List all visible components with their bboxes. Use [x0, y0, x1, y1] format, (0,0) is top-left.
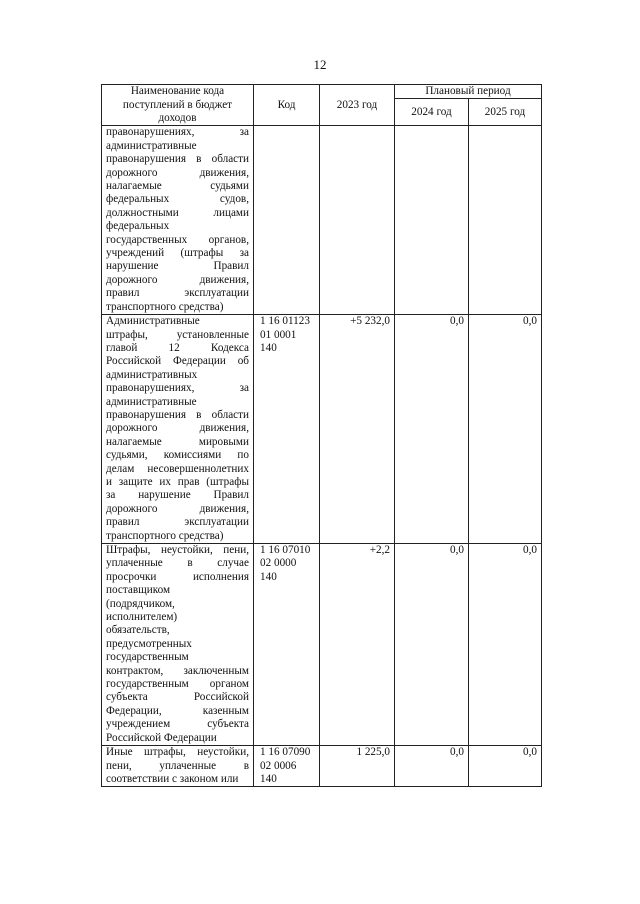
table-body [102, 126, 542, 787]
value-2025-cell [469, 126, 542, 315]
revenue-code-line: 1 16 07010 [260, 544, 311, 556]
revenue-name-line: административные [106, 139, 197, 152]
revenue-name-line: налагаемые судьями [106, 180, 249, 193]
value-2024-cell [395, 126, 469, 315]
revenue-name-line: исполнителем) [106, 611, 178, 624]
revenue-code-line: 1 16 07090 [260, 746, 311, 759]
revenue-name-line: предусмотренных [106, 637, 192, 650]
header-planned-period: Плановый период [395, 85, 542, 99]
revenue-code-cell [254, 544, 320, 746]
revenue-name-line: дорожного движения, [106, 502, 249, 515]
budget-revenue-table [101, 84, 542, 787]
revenue-code-line: 1 16 01123 [260, 315, 310, 328]
value-2023-cell [320, 126, 395, 315]
revenue-name-line: дорожного движения, [106, 166, 249, 179]
value-2023-cell: +5 232,0 [320, 315, 395, 544]
revenue-name-line: за нарушение Правил [106, 489, 249, 502]
header-name-line: Наименование кода [130, 85, 225, 98]
value-2025-cell: 0,0 [469, 544, 542, 746]
table-row [102, 315, 542, 544]
revenue-name-line: правил эксплуатации [106, 287, 249, 300]
revenue-name-line: должностными лицами [106, 206, 249, 219]
revenue-name-cell [102, 315, 254, 544]
revenue-name-line: административных [106, 368, 198, 381]
revenue-code-line: 02 0006 140 [260, 759, 297, 785]
revenue-name-line: учреждением субъекта [106, 718, 249, 731]
value-2023-cell: +2,2 [320, 544, 395, 746]
revenue-name-line: поставщиком [106, 584, 171, 597]
revenue-name-line: правонарушения в области [106, 408, 249, 421]
revenue-name-line: пени, уплаченные в [106, 759, 249, 772]
header-name [102, 85, 254, 126]
header-name-line: поступлений в бюджет [122, 98, 233, 111]
revenue-name-line: государственным [106, 651, 189, 664]
page-number: 12 [313, 57, 327, 72]
revenue-name-line: правонарушениях, за [106, 382, 249, 395]
header-year-2025: 2025 год [469, 99, 542, 126]
revenue-name-line: Административные [106, 315, 200, 328]
revenue-code-line: 02 0000 140 [260, 557, 297, 583]
revenue-name-line: Штрафы, неустойки, пени, [106, 544, 249, 556]
revenue-name-line: просрочки исполнения [106, 570, 249, 583]
header-year-2024: 2024 год [395, 99, 469, 126]
revenue-name-cell [102, 746, 254, 787]
revenue-name-line: уплаченные в случае [106, 557, 249, 570]
revenue-name-line: Российской Федерации об [106, 355, 249, 368]
revenue-code-cell [254, 746, 320, 787]
revenue-name-line: государственным органом [106, 678, 249, 691]
revenue-name-line: главой 12 Кодекса [106, 341, 249, 354]
revenue-name-line: нарушение Правил [106, 260, 249, 273]
revenue-name-line: обязательств, [106, 624, 170, 637]
header-code: Код [254, 85, 320, 126]
revenue-name-cell [102, 126, 254, 315]
revenue-name-line: Российской Федерации [106, 731, 217, 744]
revenue-name-line: правонарушениях, за [106, 126, 249, 139]
revenue-name-line: учреждений (штрафы за [106, 247, 249, 260]
value-2024-cell: 0,0 [395, 746, 469, 787]
revenue-name-line: транспортного средства) [106, 529, 224, 542]
revenue-name-line: административные [106, 395, 197, 408]
header-name-line: доходов [158, 111, 197, 124]
revenue-name-line: (подрядчиком, [106, 597, 175, 610]
revenue-name-line: соответствии с законом или [106, 772, 239, 785]
revenue-name-line: транспортного средства) [106, 300, 224, 313]
revenue-name-line: федеральных [106, 220, 170, 233]
revenue-name-line: правонарушения в области [106, 153, 249, 166]
revenue-name-line: субъекта Российской [106, 691, 249, 704]
revenue-name-line: государственных органов, [106, 233, 249, 246]
value-2023-cell: 1 225,0 [320, 746, 395, 787]
revenue-name-line: делам несовершеннолетних [106, 462, 249, 475]
table-row [102, 746, 542, 787]
revenue-name-line: правил эксплуатации [106, 516, 249, 529]
value-2025-cell: 0,0 [469, 746, 542, 787]
revenue-name-line: контрактом, заключенным [106, 664, 249, 677]
revenue-name-line: судьями, комиссиями по [106, 449, 249, 462]
value-2024-cell: 0,0 [395, 544, 469, 746]
header-year-2023: 2023 год [320, 85, 395, 126]
revenue-code-line: 01 0001 140 [260, 328, 297, 354]
revenue-name-cell [102, 544, 254, 746]
revenue-name-line: и защите их прав (штрафы [106, 475, 249, 488]
revenue-code-cell [254, 315, 320, 544]
value-2025-cell: 0,0 [469, 315, 542, 544]
table-row [102, 126, 542, 315]
revenue-name-line: федеральных судов, [106, 193, 249, 206]
revenue-name-line: налагаемые мировыми [106, 435, 249, 448]
revenue-code-cell [254, 126, 320, 315]
table-row [102, 544, 542, 746]
revenue-name-line: Иные штрафы, неустойки, [106, 746, 249, 759]
revenue-name-line: Федерации, казенным [106, 704, 249, 717]
revenue-name-line: штрафы, установленные [106, 328, 249, 341]
revenue-name-line: дорожного движения, [106, 422, 249, 435]
revenue-name-line: дорожного движения, [106, 273, 249, 286]
value-2024-cell: 0,0 [395, 315, 469, 544]
